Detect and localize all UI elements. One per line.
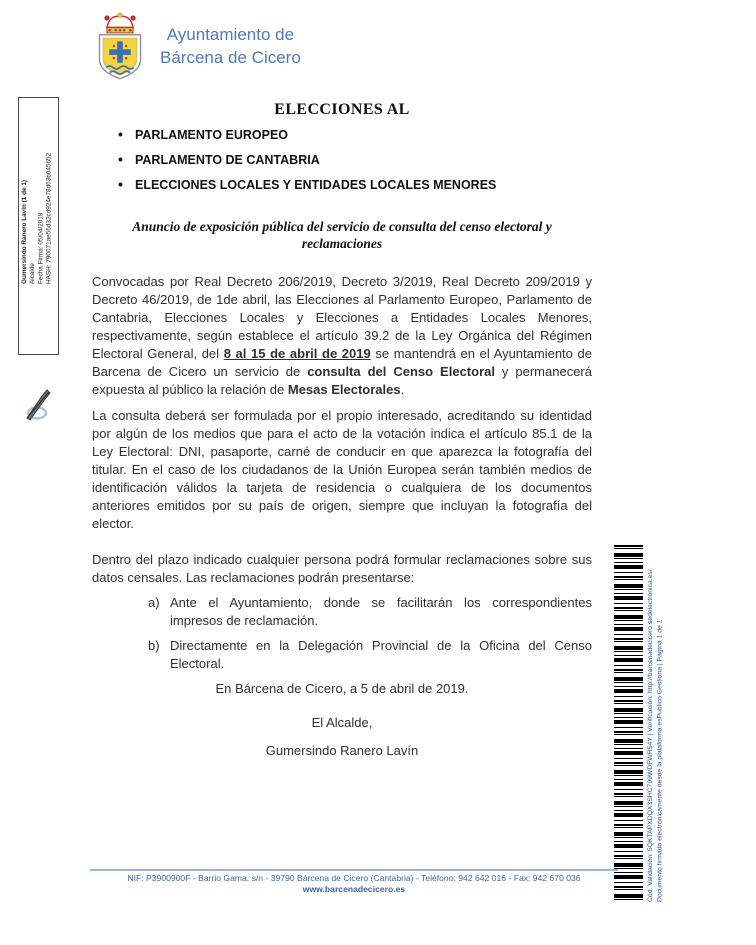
pen-signature-icon [24,380,52,426]
mesas-highlight: Mesas Electorales [287,382,401,397]
claim-option-a-label: a) [148,595,160,610]
organization-name-line1: Ayuntamiento de [166,25,295,44]
paragraph-reclamaciones: Dentro del plazo indicado cualquier persona podrá formular reclamaciones sobre sus datos censales. Las reclamaciones podrán presentarse: [92,552,592,585]
organization-name [160,23,301,69]
signature-name: Gumersindo Ranero Lavín [265,743,419,758]
signature-role: El Alcalde, [311,715,373,730]
footer-website: www.barcenadecicero.es [302,884,406,894]
paragraph-text: . [400,382,405,397]
date-range-highlight: 8 al 15 de abril de 2019 [223,346,371,361]
organization-name-line2: Bárcena de Cicero [160,48,301,67]
claim-option-b-label: b) [148,638,160,653]
paragraph-text: se mantendrá en el Ayuntamiento de Barcena de Cicero un servicio de [92,346,592,379]
signer-name: Gumersindo Ranero Lavín (1 de 1) [21,179,28,284]
claim-option-b [92,637,592,673]
signature-hash: HASH: 790071ae56d32cd924e78d63b045652 [45,152,53,284]
document-subtitle: Anuncio de exposición pública del servicio de consulta del censo electoral y reclamaciones [132,219,552,251]
censo-highlight: consulta del Censo Electoral [307,364,495,379]
paragraph-text: Convocadas por Real Decreto 206/2019, Decreto 3/2019, Real Decreto 209/2019 y Decreto 46/2019, de 1de abril, las Elecciones al Parlamento Europeo, Parlamento de Cantabria, Elecciones Locales y Elecciones a Entidades Locales Menores, respectivamente, según establece el artículo 39.2 de la Ley Orgánica del Régimen Electoral General, del [92,274,592,361]
platform-line: Documento firmado electrónicamente desde la plataforma esPublico Gestiona | Página 1 de 1 [656,619,664,902]
paragraph-identificacion: La consulta deberá ser formulada por el propio interesado, acreditando su identidad por algún de los medios que para el acto de la votación indica el artículo 85.1 de la Ley Electoral: DNI, pasaporte, carné de conducir en que aparezca la fotografía del titular. En el caso de los ciudadanos de la Unión Europea serán también medios de identificación válidos la tarjeta de residencia o cualquiera de los documentos anteriores emitidos por su país de origen, siempre que incluyan la fotografía del elector. [92,408,592,531]
claim-option-b-text: Directamente en la Delegación Provincial de la Oficina del Censo Electoral. [170,638,592,671]
signature-stamp-text [21,104,54,284]
paragraph-convocatoria [92,273,592,399]
claim-option-a [92,594,592,630]
paragraph-text: y permanecerá expuesta al público la relación de [92,364,592,397]
election-list [92,129,592,192]
place-and-date: En Bárcena de Cicero, a 5 de abril de 2019. [215,681,469,696]
signature-date: Fecha Firma: 05/04/2019 [37,212,45,284]
document-title: ELECCIONES AL [274,101,410,118]
document-body [92,96,592,771]
footer [90,869,618,895]
coat-of-arms-icon [92,10,148,82]
signer-role: Alcalde [29,263,37,284]
verification-barcode [614,545,643,901]
footer-contact-info: NIF: P3900900F - Barrio Gama, s/n - 39790 Bárcena de Cicero (Cantabria) - Teléfono: 942 642 016 - Fax: 942 670 036 [127,873,581,883]
list-item: • PARLAMENTO EUROPEO [92,129,592,142]
validation-code-line: Cód. Validación: 5QKTAPXDQX3SHC799WDFWR54Y | Verificación: http://barcenadecicero.sedelectronica.es/ [647,569,654,902]
header [92,10,301,82]
claim-option-a-text: Ante el Ayuntamiento, donde se facilitarán los correspondientes impresos de reclamación. [170,595,592,628]
signature-stamp-box [18,97,59,355]
list-item: • ELECCIONES LOCALES Y ENTIDADES LOCALES MENORES [92,179,592,192]
list-item: • PARLAMENTO DE CANTABRIA [92,154,592,167]
verification-stamp-text [646,552,665,902]
